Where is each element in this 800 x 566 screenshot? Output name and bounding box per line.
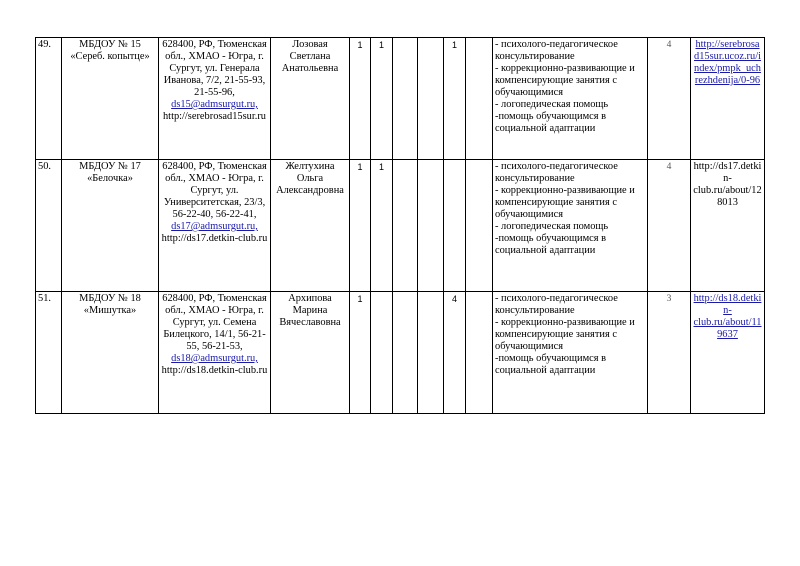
email-link[interactable]: ds18@admsurgut.ru, bbox=[171, 353, 258, 364]
service-item: - психолого-педагогическое консультирование bbox=[495, 161, 618, 184]
mark-cell bbox=[418, 38, 444, 160]
mark-cell bbox=[418, 160, 444, 292]
table-row bbox=[36, 38, 765, 160]
site-link[interactable]: http://ds18.detkin-club.ru/about/119637 bbox=[693, 293, 762, 340]
organization-name: МБДОУ № 18 «Мишутка» bbox=[62, 292, 159, 414]
row-number: 50. bbox=[36, 160, 62, 292]
mark-cell: 1 bbox=[350, 292, 371, 414]
service-item: -помощь обучающимся в социальной адаптации bbox=[495, 353, 607, 376]
mark-cell bbox=[418, 292, 444, 414]
site-link-text: http://ds17.detkin-club.ru/about/128013 bbox=[693, 161, 762, 208]
site-text: http://serebrosad15sur.ru bbox=[162, 111, 267, 122]
site-link[interactable]: http://serebrosad15sur.ucoz.ru/index/pmpk_uchrezhdenija/0-96 bbox=[694, 39, 761, 86]
site-text: http://ds17.detkin-club.ru bbox=[161, 233, 268, 244]
organization-name: МБДОУ № 17 «Белочка» bbox=[62, 160, 159, 292]
address-text: 628400, РФ, Тюменская обл., ХМАО - Югра, г. Сургут, ул. Генерала Иванова, 7/2, 21-55-93, 21-55-96, bbox=[162, 39, 267, 98]
head-name: Желтухина Ольга Александровна bbox=[271, 160, 350, 292]
specialist-count: 4 bbox=[648, 38, 691, 160]
table-row bbox=[36, 292, 765, 414]
service-item: - психолого-педагогическое консультирование bbox=[495, 39, 618, 62]
address-text: 628400, РФ, Тюменская обл., ХМАО - Югра, г. Сургут, ул. Семена Билецкого, 14/1, 56-21-55, 56-21-53, bbox=[162, 293, 267, 352]
organization-name: МБДОУ № 15 «Сереб. копытце» bbox=[62, 38, 159, 160]
mark-cell: 4 bbox=[444, 292, 466, 414]
email-link[interactable]: ds17@admsurgut.ru, bbox=[171, 221, 258, 232]
mark-cell: 1 bbox=[371, 38, 393, 160]
mark-cell bbox=[393, 38, 418, 160]
row-number: 51. bbox=[36, 292, 62, 414]
link-cell bbox=[691, 292, 765, 414]
service-item: - коррекционно-развивающие и компенсирующие занятия с обучающимися bbox=[495, 185, 635, 220]
mark-cell bbox=[466, 38, 493, 160]
service-item: - логопедическая помощь bbox=[495, 99, 609, 110]
services-cell bbox=[493, 38, 648, 160]
link-cell bbox=[691, 160, 765, 292]
mark-cell bbox=[466, 292, 493, 414]
mark-cell bbox=[393, 160, 418, 292]
services-cell bbox=[493, 160, 648, 292]
institutions-table bbox=[35, 37, 765, 414]
mark-cell: 1 bbox=[371, 160, 393, 292]
head-name: Лозовая Светлана Анатольевна bbox=[271, 38, 350, 160]
contacts-cell bbox=[159, 160, 271, 292]
email-link[interactable]: ds15@admsurgut.ru, bbox=[171, 99, 258, 110]
head-name: Архипова Марина Вячеславовна bbox=[271, 292, 350, 414]
mark-cell bbox=[466, 160, 493, 292]
link-cell bbox=[691, 38, 765, 160]
service-item: -помощь обучающимся в социальной адаптации bbox=[495, 111, 607, 134]
contacts-cell bbox=[159, 38, 271, 160]
service-item: -помощь обучающимся в социальной адаптации bbox=[495, 233, 607, 256]
specialist-count: 4 bbox=[648, 160, 691, 292]
mark-cell bbox=[444, 160, 466, 292]
mark-cell: 1 bbox=[350, 160, 371, 292]
services-cell bbox=[493, 292, 648, 414]
address-text: 628400, РФ, Тюменская обл., ХМАО - Югра, г. Сургут, ул. Университетская, 23/3, 56-22-40, 56-22-41, bbox=[162, 161, 267, 220]
mark-cell: 1 bbox=[350, 38, 371, 160]
service-item: - коррекционно-развивающие и компенсирующие занятия с обучающимися bbox=[495, 317, 635, 352]
service-item: - коррекционно-развивающие и компенсирующие занятия с обучающимися bbox=[495, 63, 635, 98]
mark-cell: 1 bbox=[444, 38, 466, 160]
mark-cell bbox=[371, 292, 393, 414]
specialist-count: 3 bbox=[648, 292, 691, 414]
table-row bbox=[36, 160, 765, 292]
mark-cell bbox=[393, 292, 418, 414]
service-item: - психолого-педагогическое консультирование bbox=[495, 293, 618, 316]
service-item: - логопедическая помощь bbox=[495, 221, 609, 232]
row-number: 49. bbox=[36, 38, 62, 160]
contacts-cell bbox=[159, 292, 271, 414]
site-text: http://ds18.detkin-club.ru bbox=[161, 365, 268, 376]
